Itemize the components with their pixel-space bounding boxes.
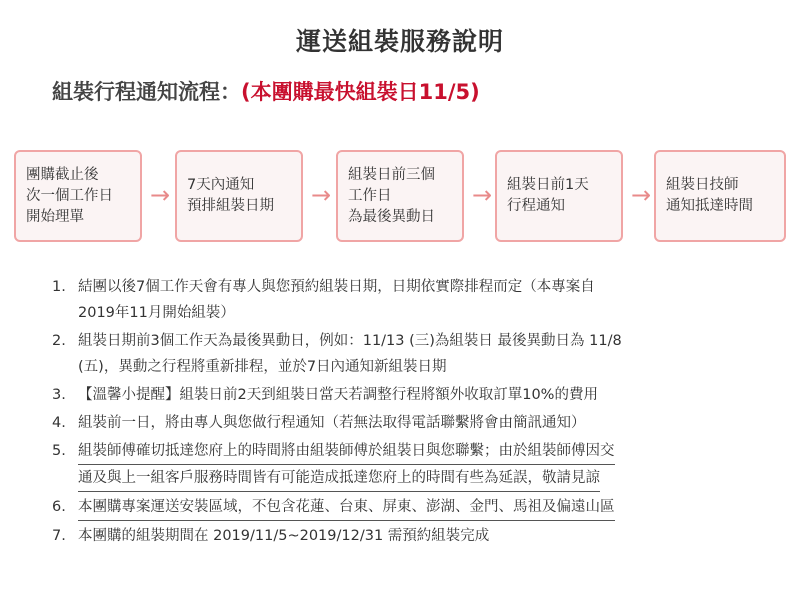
flow-step-1 <box>14 150 142 242</box>
list-item <box>52 410 772 436</box>
list-item-line: 本團購的組裝期間在 2019/11/5~2019/12/31 需預約組裝完成 <box>78 528 490 544</box>
notes-list <box>52 274 772 551</box>
list-item-number: 7. <box>52 528 66 544</box>
list-item-line: 通及與上一組客戶服務時間皆有可能造成抵達您府上的時間有些為延誤，敬請見諒 <box>78 465 600 492</box>
page-title: 運送組裝服務說明 <box>295 27 504 56</box>
arrow-right-icon: → <box>149 181 171 209</box>
arrow-right-icon: → <box>310 181 332 209</box>
process-flow <box>14 150 786 246</box>
flow-subtitle <box>52 76 480 106</box>
flow-step-3 <box>336 150 464 242</box>
flow-step-text: 組裝日技師 通知抵達時間 <box>666 177 753 214</box>
list-item-number: 6. <box>52 499 66 515</box>
list-item <box>52 328 772 380</box>
arrow-right-icon: → <box>630 181 652 209</box>
flow-step-text: 組裝日前1天 行程通知 <box>507 177 589 214</box>
flow-step-text: 7天內通知 預排組裝日期 <box>187 177 274 214</box>
arrow-right-icon: → <box>471 181 493 209</box>
list-item-line: 組裝日期前3個工作天為最後異動日，例如：11/13 (三)為組裝日 最後異動日為 11/8 <box>78 333 622 349</box>
flow-step-text: 組裝日前三個 工作日 為最後異動日 <box>348 166 435 225</box>
list-item-line: 結團以後7個工作天會有專人與您預約組裝日期，日期依實際排程而定（本專案自 <box>78 279 595 295</box>
flow-subtitle-label: 組裝行程通知流程： <box>52 80 241 104</box>
list-item-line: 本團購專案運送安裝區域，不包含花蓮、台東、屏東、澎湖、金門、馬祖及偏遠山區 <box>78 494 615 521</box>
list-item-line: 【溫馨小提醒】組裝日前2天到組裝日當天若調整行程將額外收取訂單10%的費用 <box>78 387 598 403</box>
list-item-line: (五)，異動之行程將重新排程，並於7日內通知新組裝日期 <box>78 359 447 375</box>
flow-step-5 <box>654 150 786 242</box>
list-item-number: 2. <box>52 333 66 349</box>
list-item-number: 3. <box>52 387 66 403</box>
flow-subtitle-highlight: (本團購最快組裝日11/5) <box>241 80 480 104</box>
list-item <box>52 438 772 492</box>
list-item-line: 2019年11月開始組裝） <box>78 305 235 321</box>
flow-step-text: 團購截止後 次一個工作日 開始理單 <box>26 166 113 225</box>
flow-step-2 <box>175 150 303 242</box>
list-item <box>52 494 772 521</box>
list-item <box>52 382 772 408</box>
list-item-number: 4. <box>52 415 66 431</box>
list-item <box>52 523 772 549</box>
list-item-line: 組裝師傅確切抵達您府上的時間將由組裝師傅於組裝日與您聯繫；由於組裝師傅因交 <box>78 438 615 465</box>
flow-step-4 <box>495 150 623 242</box>
list-item-line: 組裝前一日，將由專人與您做行程通知（若無法取得電話聯繫將會由簡訊通知） <box>78 415 586 431</box>
list-item-number: 1. <box>52 279 66 295</box>
list-item <box>52 274 772 326</box>
list-item-number: 5. <box>52 443 66 459</box>
